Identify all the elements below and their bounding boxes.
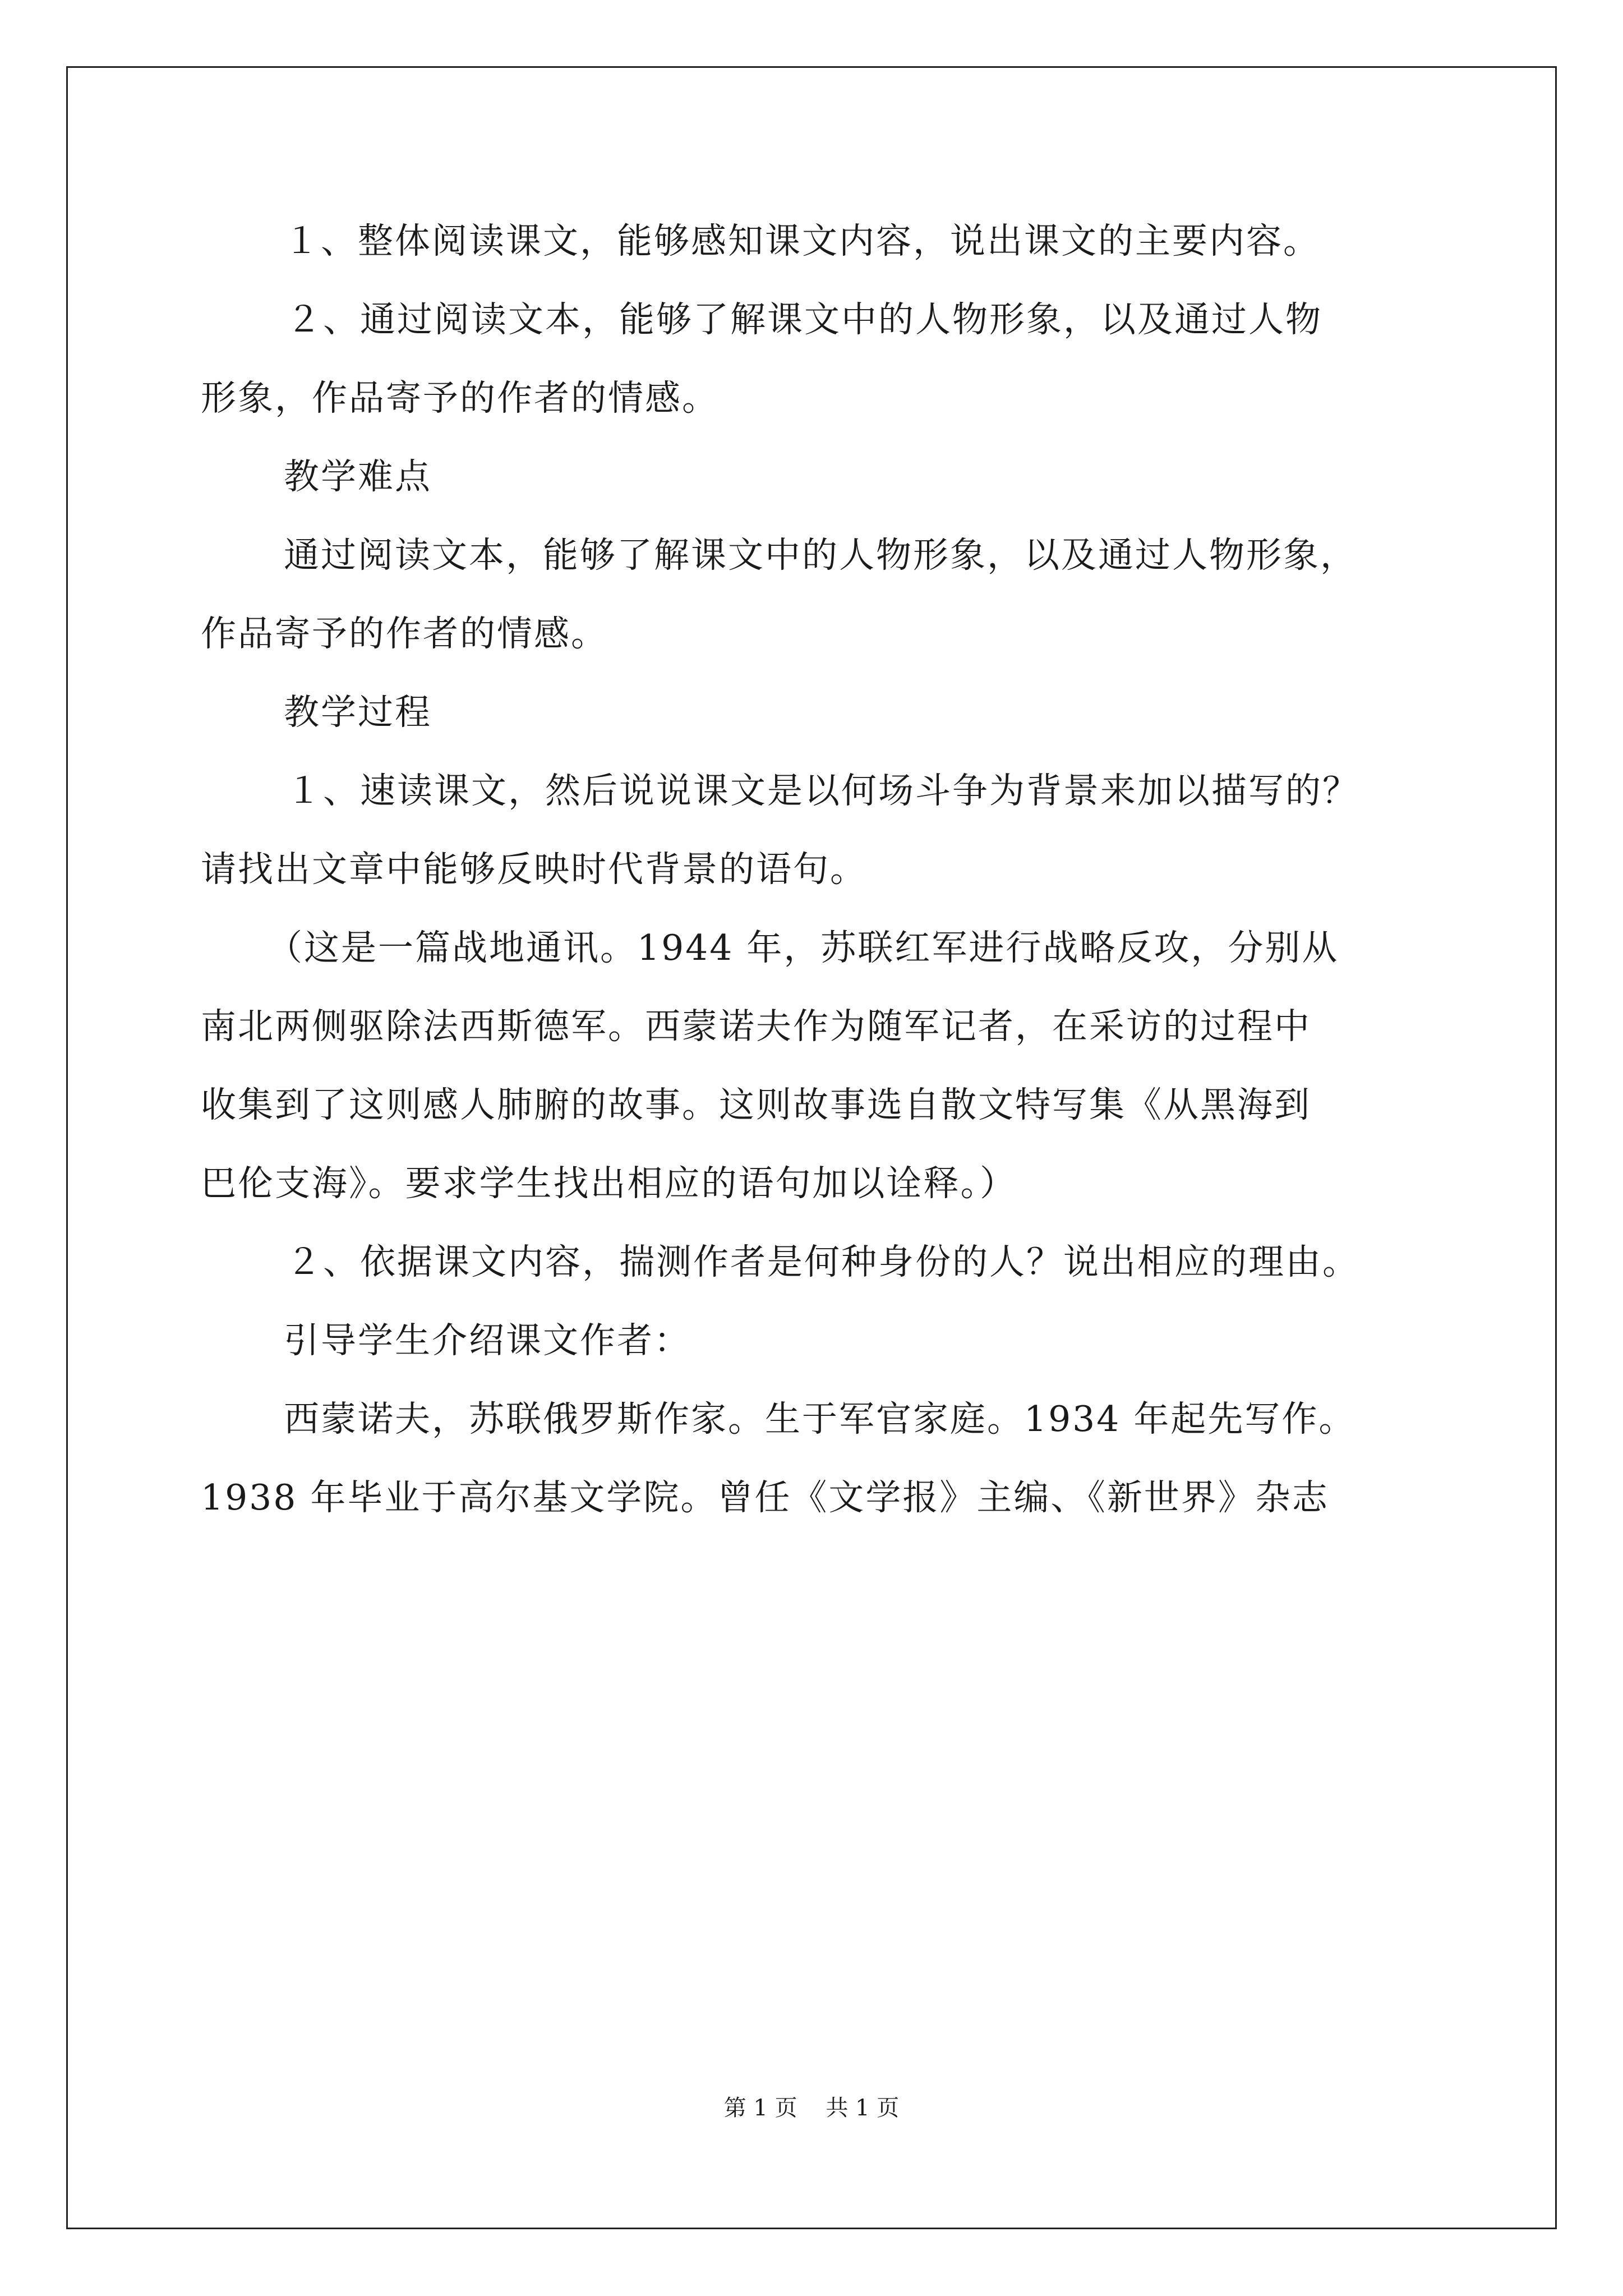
paragraph-line: 通过阅读文本，能够了解课文中的人物形象，以及通过人物形象， xyxy=(284,535,1357,576)
paragraph-line: 巴伦支海》。要求学生找出相应的语句加以诠释。） xyxy=(201,1163,1017,1204)
section-heading-process: 教学过程 xyxy=(284,692,432,733)
list-item-2: ２、通过阅读文本，能够了解课文中的人物形象，以及通过人物 xyxy=(286,299,1322,340)
paragraph-line: 收集到了这则感人肺腑的故事。这则故事选自散文特写集《从黑海到 xyxy=(201,1084,1311,1125)
paragraph-line: 作品寄予的作者的情感。 xyxy=(201,613,608,654)
paragraph-line: 引导学生介绍课文作者： xyxy=(284,1320,691,1361)
paragraph-line: 请找出文章中能够反映时代背景的语句。 xyxy=(201,849,867,890)
paragraph-line: 南北两侧驱除法西斯德军。西蒙诺夫作为随军记者，在采访的过程中 xyxy=(201,1006,1311,1047)
page-number-footer: 第 1 页 共 1 页 xyxy=(723,2095,900,2121)
paragraph-line: 形象，作品寄予的作者的情感。 xyxy=(201,378,719,418)
paragraph-line: 1938 年毕业于高尔基文学院。曾任《文学报》主编、《新世界》杂志 xyxy=(201,1477,1329,1518)
paragraph-line: （这是一篇战地通讯。1944 年，苏联红军进行战略反攻，分别从 xyxy=(267,927,1339,968)
section-heading-difficulty: 教学难点 xyxy=(284,456,432,497)
paragraph-line: 西蒙诺夫，苏联俄罗斯作家。生于军官家庭。1934 年起先写作。 xyxy=(284,1398,1356,1439)
list-item-4: ２、依据课文内容，揣测作者是何种身份的人？说出相应的理由。 xyxy=(286,1241,1359,1282)
list-item-3: １、速读课文，然后说说课文是以何场斗争为背景来加以描写的？ xyxy=(286,770,1359,811)
list-item-1: １、整体阅读课文，能够感知课文内容，说出课文的主要内容。 xyxy=(284,220,1320,261)
